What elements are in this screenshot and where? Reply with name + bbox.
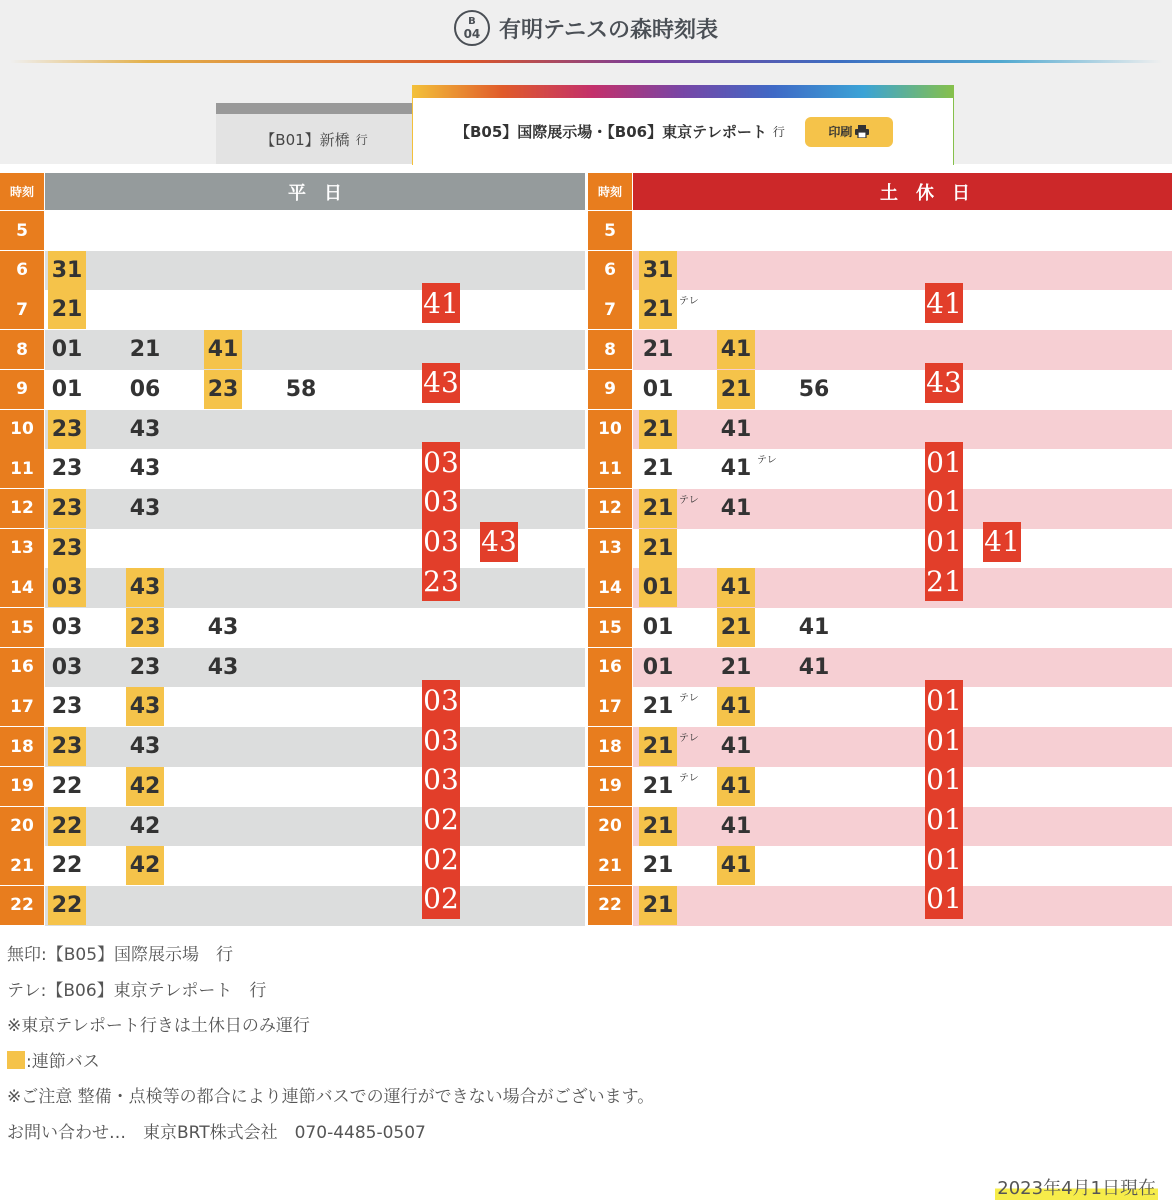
tab-active-label: 【B05】国際展示場・【B06】東京テレポート	[455, 123, 767, 141]
articulated-swatch	[7, 1051, 25, 1069]
late-departure-marker: 23	[422, 561, 460, 601]
print-button-label: 印刷	[828, 125, 853, 139]
hour-cell: 9	[0, 370, 44, 409]
holiday-row-6	[588, 251, 1172, 291]
row-band	[633, 211, 1172, 251]
departure-minute: 21	[642, 773, 674, 799]
row-band	[633, 886, 1172, 926]
late-departure-marker: 01	[925, 680, 963, 720]
articulated-departure: 03	[48, 568, 86, 607]
teleport-mark: テレ	[679, 693, 699, 705]
late-departure-marker: 03	[422, 720, 460, 760]
hour-cell: 8	[0, 330, 44, 369]
legend-contact: お問い合わせ… 東京BRT株式会社 070-4485-0507	[7, 1122, 426, 1143]
late-departure-marker: 03	[422, 482, 460, 522]
hour-cell: 9	[588, 370, 632, 409]
departure-minute: 41	[798, 654, 830, 680]
departure-minute: 43	[129, 734, 161, 760]
departure-minute: 21	[720, 654, 752, 680]
departure-minute: 56	[798, 376, 830, 402]
row-band	[633, 370, 1172, 410]
hour-cell: 16	[588, 648, 632, 687]
hour-cell: 13	[588, 529, 632, 568]
hour-cell: 18	[588, 727, 632, 766]
legend-holiday-note: ※東京テレポート行きは土休日のみ運行	[7, 1016, 310, 1036]
late-departure-marker: 21	[925, 561, 963, 601]
articulated-departure: 43	[126, 687, 164, 726]
legend-articulated-label: :連節バス	[26, 1051, 100, 1072]
late-departure-marker: 43	[422, 363, 460, 403]
articulated-departure: 41	[717, 767, 755, 806]
hour-cell: 21	[588, 846, 632, 885]
hour-cell: 19	[588, 767, 632, 806]
late-departure-marker: 01	[925, 482, 963, 522]
holiday-row-13	[588, 529, 1172, 569]
hour-cell: 15	[588, 608, 632, 647]
articulated-departure: 21	[639, 529, 677, 568]
teleport-mark: テレ	[679, 494, 699, 506]
late-departure-marker: 02	[422, 839, 460, 879]
holiday-row-20	[588, 807, 1172, 847]
stop-number-badge	[454, 10, 490, 46]
late-departure-marker: 01	[925, 522, 963, 562]
weekday-row-19	[0, 767, 585, 807]
row-band	[633, 807, 1172, 847]
holiday-row-15	[588, 608, 1172, 648]
hour-cell: 15	[0, 608, 44, 647]
articulated-departure: 22	[48, 807, 86, 846]
articulated-departure: 21	[717, 608, 755, 647]
late-departure-marker: 01	[925, 879, 963, 919]
row-band	[633, 767, 1172, 807]
weekday-row-10	[0, 410, 585, 450]
holiday-row-17	[588, 687, 1172, 727]
row-band	[45, 211, 585, 251]
hour-cell: 16	[0, 648, 44, 687]
late-departure-marker: 43	[925, 363, 963, 403]
holiday-row-8	[588, 330, 1172, 370]
holiday-row-11	[588, 449, 1172, 489]
hour-cell: 14	[0, 568, 44, 607]
legend-default-destination: 無印:【B05】国際展示場 行	[7, 945, 234, 965]
hour-cell: 20	[588, 807, 632, 846]
row-band	[633, 687, 1172, 727]
articulated-departure: 42	[126, 767, 164, 806]
departure-minute: 41	[720, 456, 752, 482]
departure-minute: 21	[129, 337, 161, 363]
hour-cell: 11	[588, 449, 632, 488]
hour-cell: 22	[588, 886, 632, 925]
departure-minute: 43	[129, 416, 161, 442]
holiday-header: 土 休 日	[633, 173, 1172, 210]
row-band	[45, 251, 585, 291]
articulated-departure: 23	[48, 489, 86, 528]
hour-cell: 21	[0, 846, 44, 885]
departure-minute: 41	[720, 813, 752, 839]
holiday-row-12	[588, 489, 1172, 529]
holiday-row-7	[588, 290, 1172, 330]
legend-caution: ※ご注意 整備・点検等の都合により連節バスでの運行ができない場合がございます。	[7, 1087, 655, 1107]
departure-minute: 22	[51, 853, 83, 879]
late-departure-marker: 03	[422, 442, 460, 482]
tab-kokusai-teleport[interactable]	[412, 85, 954, 165]
print-button[interactable]	[805, 117, 893, 147]
legend-teleport-destination: テレ:【B06】東京テレポート 行	[7, 980, 267, 1001]
stop-badge-number: 04	[463, 27, 481, 41]
articulated-departure: 41	[717, 687, 755, 726]
hour-cell: 17	[588, 687, 632, 726]
departure-minute: 23	[51, 456, 83, 482]
late-departure-marker: 41	[925, 283, 963, 323]
late-departure-marker: 03	[422, 522, 460, 562]
articulated-departure: 31	[639, 251, 677, 290]
row-band	[633, 489, 1172, 529]
holiday-row-22	[588, 886, 1172, 926]
departure-minute: 01	[51, 376, 83, 402]
late-departure-marker: 41	[422, 283, 460, 323]
departure-minute: 43	[207, 654, 239, 680]
articulated-departure: 21	[639, 489, 677, 528]
weekday-row-8	[0, 330, 585, 370]
hour-cell: 20	[0, 807, 44, 846]
holiday-row-19	[588, 767, 1172, 807]
tab-shimbashi-label: 【B01】新橋	[260, 130, 350, 149]
hour-cell: 5	[0, 211, 44, 250]
stop-badge-letter: B	[468, 16, 476, 27]
hour-cell: 7	[588, 290, 632, 329]
row-band	[633, 290, 1172, 330]
hour-cell: 12	[0, 489, 44, 528]
departure-minute: 01	[51, 337, 83, 363]
tab-shimbashi[interactable]	[216, 103, 412, 164]
articulated-departure: 21	[639, 410, 677, 449]
late-departure-marker: 02	[422, 800, 460, 840]
page-title: 有明テニスの森時刻表	[498, 17, 719, 43]
hour-cell: 5	[588, 211, 632, 250]
teleport-mark: テレ	[757, 455, 777, 467]
departure-minute: 23	[129, 654, 161, 680]
row-band	[633, 568, 1172, 608]
holiday-row-9	[588, 370, 1172, 410]
legend-articulated	[7, 1051, 654, 1087]
late-departure-marker: 41	[983, 522, 1021, 562]
departure-minute: 21	[642, 337, 674, 363]
departure-minute: 41	[720, 416, 752, 442]
row-band	[633, 846, 1172, 886]
articulated-departure: 23	[204, 370, 242, 409]
holiday-row-21	[588, 846, 1172, 886]
weekday-row-14	[0, 568, 585, 608]
departure-minute: 21	[642, 456, 674, 482]
hour-cell: 19	[0, 767, 44, 806]
weekday-row-5	[0, 211, 585, 251]
hour-cell: 6	[588, 251, 632, 290]
departure-minute: 41	[798, 615, 830, 640]
departure-minute: 42	[129, 813, 161, 839]
teleport-mark: テレ	[679, 772, 699, 784]
late-departure-marker: 02	[422, 879, 460, 919]
tab-shimbashi-suffix: 行	[355, 132, 368, 147]
articulated-departure: 41	[717, 568, 755, 607]
departure-minute: 03	[51, 654, 83, 680]
hour-cell: 6	[0, 251, 44, 290]
row-band	[45, 290, 585, 330]
row-band	[633, 529, 1172, 569]
articulated-departure: 21	[639, 290, 677, 329]
departure-minute: 01	[642, 654, 674, 680]
header-area	[0, 0, 1172, 164]
holiday-row-16	[588, 648, 1172, 688]
hour-cell: 13	[0, 529, 44, 568]
articulated-departure: 41	[717, 330, 755, 369]
hour-column-header: 時刻	[588, 173, 632, 210]
late-departure-marker: 01	[925, 442, 963, 482]
row-band	[633, 330, 1172, 370]
hour-cell: 11	[0, 449, 44, 488]
late-departure-marker: 43	[480, 522, 518, 562]
departure-minute: 43	[129, 456, 161, 482]
late-departure-marker: 03	[422, 680, 460, 720]
weekday-row-11	[0, 449, 585, 489]
weekday-row-21	[0, 846, 585, 886]
as-of-date: 2023年4月1日現在	[995, 1174, 1158, 1200]
weekday-row-22	[0, 886, 585, 926]
articulated-departure: 23	[126, 608, 164, 647]
weekday-header: 平 日	[45, 173, 585, 210]
row-band	[633, 608, 1172, 648]
late-departure-marker: 01	[925, 720, 963, 760]
articulated-departure: 21	[639, 807, 677, 846]
late-departure-marker: 01	[925, 839, 963, 879]
departure-minute: 01	[642, 376, 674, 402]
articulated-departure: 31	[48, 251, 86, 290]
hour-cell: 14	[588, 568, 632, 607]
departure-minute: 06	[129, 376, 161, 402]
departure-minute: 23	[51, 694, 83, 720]
articulated-departure: 41	[717, 846, 755, 885]
departure-minute: 41	[720, 495, 752, 521]
articulated-departure: 21	[639, 886, 677, 925]
articulated-departure: 21	[639, 727, 677, 766]
legend	[7, 944, 654, 1157]
hour-cell: 7	[0, 290, 44, 329]
articulated-departure: 21	[717, 370, 755, 409]
row-band	[633, 727, 1172, 767]
articulated-departure: 23	[48, 727, 86, 766]
tab-active-suffix: 行	[772, 125, 785, 139]
late-departure-marker: 01	[925, 760, 963, 800]
weekday-row-17	[0, 687, 585, 727]
row-band	[633, 648, 1172, 688]
departure-minute: 58	[285, 376, 317, 402]
late-departure-marker: 03	[422, 760, 460, 800]
holiday-row-10	[588, 410, 1172, 450]
weekday-row-15	[0, 608, 585, 648]
teleport-mark: テレ	[679, 296, 699, 308]
articulated-departure: 41	[204, 330, 242, 369]
hour-cell: 12	[588, 489, 632, 528]
articulated-departure: 22	[48, 886, 86, 925]
articulated-departure: 23	[48, 410, 86, 449]
articulated-departure: 43	[126, 568, 164, 607]
hour-cell: 22	[0, 886, 44, 925]
row-band	[633, 410, 1172, 450]
departure-minute: 01	[642, 615, 674, 640]
weekday-row-6	[0, 251, 585, 291]
departure-minute: 21	[642, 853, 674, 879]
articulated-departure: 23	[48, 529, 86, 568]
articulated-departure: 01	[639, 568, 677, 607]
holiday-row-14	[588, 568, 1172, 608]
departure-minute: 22	[51, 773, 83, 799]
weekday-row-20	[0, 807, 585, 847]
hour-cell: 8	[588, 330, 632, 369]
row-band	[45, 886, 585, 926]
weekday-row-18	[0, 727, 585, 767]
articulated-departure: 21	[48, 290, 86, 329]
title-bar	[0, 0, 1172, 56]
departure-minute: 41	[720, 734, 752, 760]
weekday-row-9	[0, 370, 585, 410]
departure-minute: 03	[51, 615, 83, 640]
holiday-row-5	[588, 211, 1172, 251]
hour-column-header: 時刻	[0, 173, 44, 210]
departure-minute: 43	[207, 615, 239, 640]
hour-cell: 17	[0, 687, 44, 726]
holiday-row-18	[588, 727, 1172, 767]
hour-cell: 10	[588, 410, 632, 449]
row-band	[633, 251, 1172, 291]
weekday-row-16	[0, 648, 585, 688]
weekday-row-7	[0, 290, 585, 330]
hour-cell: 18	[0, 727, 44, 766]
articulated-departure: 42	[126, 846, 164, 885]
printer-icon	[855, 125, 869, 138]
teleport-mark: テレ	[679, 733, 699, 745]
late-departure-marker: 01	[925, 800, 963, 840]
hour-cell: 10	[0, 410, 44, 449]
title-divider	[10, 60, 1162, 63]
row-band	[633, 449, 1172, 489]
departure-minute: 43	[129, 495, 161, 521]
departure-minute: 21	[642, 694, 674, 720]
